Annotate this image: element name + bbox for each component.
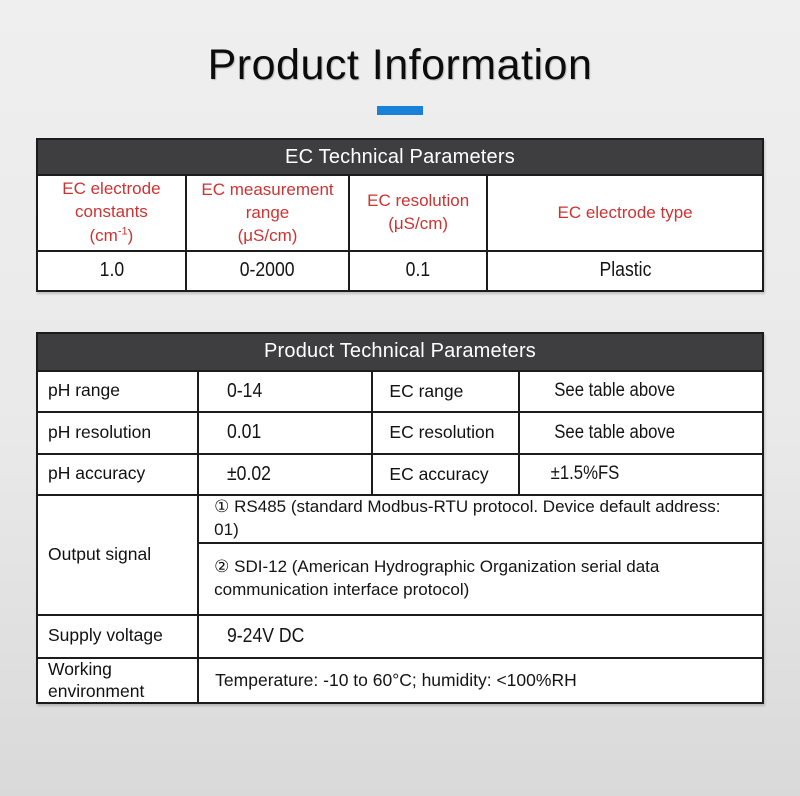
row-label: EC accuracy [372, 454, 519, 495]
table-row [37, 371, 763, 412]
product-table-title: Product Technical Parameters [37, 333, 763, 371]
row-label: Supply voltage [37, 615, 198, 658]
row-label: pH accuracy [37, 454, 198, 495]
row-label: pH range [37, 371, 198, 412]
header-line: EC measurement [201, 179, 334, 199]
table-row [37, 412, 763, 454]
row-label: EC range [372, 371, 519, 412]
page-title: Product Information [207, 41, 593, 89]
header-cell-measurement-range [186, 175, 349, 250]
table-header-row [37, 139, 763, 175]
output-signal-item-rs485: ① RS485 (standard Modbus-RTU protocol. Device default address: 01) [198, 495, 763, 543]
row-label: Working environment [37, 658, 198, 704]
row-value: ±0.02 [198, 454, 372, 495]
row-value: 0.01 [198, 412, 372, 454]
table-row [37, 615, 763, 658]
row-value: Temperature: -10 to 60°C; humidity: <100%RH [198, 658, 763, 704]
header-line: (μS/cm) [237, 225, 298, 245]
header-line: constants [75, 202, 148, 222]
header-line: EC resolution [367, 191, 470, 211]
row-label-output-signal: Output signal [37, 495, 198, 615]
row-value: See table above [519, 371, 763, 412]
header-cell-electrode-type [487, 175, 763, 250]
value-cell-type: Plastic [487, 251, 763, 291]
header-line: EC electrode [62, 179, 161, 199]
row-value: 9-24V DC [198, 615, 763, 658]
row-value: 0-14 [198, 371, 372, 412]
superscript: -1 [117, 225, 128, 238]
column-header-row [37, 175, 763, 250]
table-row [37, 454, 763, 495]
value-cell-resolution: 0.1 [349, 251, 487, 291]
header-line: range [245, 202, 290, 222]
row-label: pH resolution [37, 412, 198, 454]
table-row [37, 495, 763, 543]
header-line: EC electrode type [557, 202, 693, 222]
header-cell-electrode-constants [37, 175, 186, 250]
table-header-row [37, 333, 763, 371]
value-cell-range: 0-2000 [186, 251, 349, 291]
title-underline-accent [377, 106, 423, 115]
product-technical-parameters-table [36, 332, 764, 705]
output-signal-item-sdi12: ② SDI-12 (American Hydrographic Organization serial data communication interface protocol) [198, 543, 763, 615]
row-value: ±1.5%FS [519, 454, 763, 495]
title-section [0, 0, 800, 115]
header-cell-resolution [349, 175, 487, 250]
header-unit: $(cm^{-1})$ [89, 225, 134, 245]
row-label: EC resolution [372, 412, 519, 454]
row-value: See table above [519, 412, 763, 454]
header-line: (μS/cm) [388, 214, 449, 234]
ec-technical-parameters-table [36, 138, 764, 291]
table-row [37, 658, 763, 704]
table-row [37, 251, 763, 291]
value-cell-constants: 1.0 [37, 251, 186, 291]
ec-table-title: EC Technical Parameters [37, 139, 763, 175]
